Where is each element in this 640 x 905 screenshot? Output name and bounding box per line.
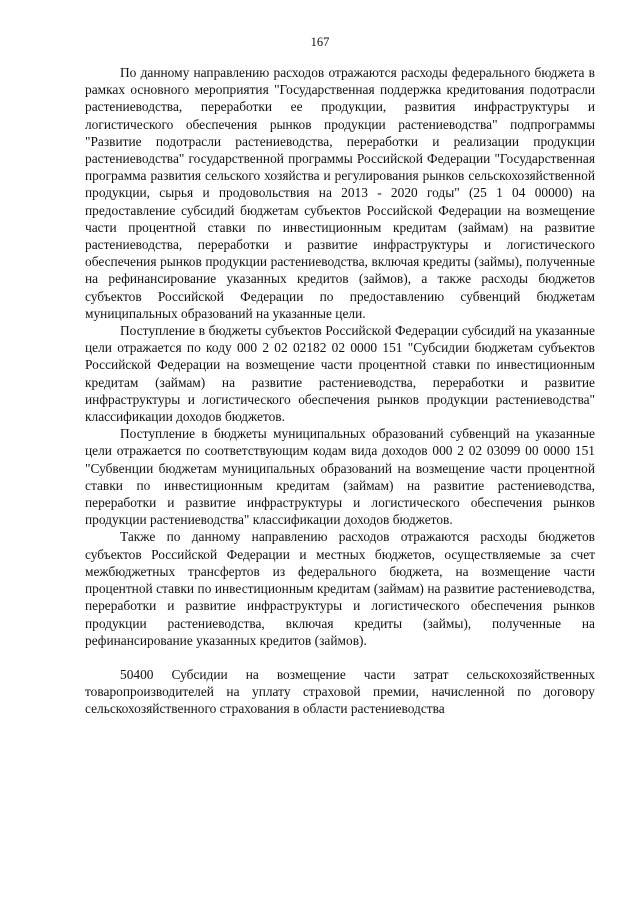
paragraph-federal-budget-expenses: По данному направлению расходов отражаются расходы федерального бюджета в рамках основного мероприятия "Государственная поддержка кредитования подотрасли растениеводства, переработки ее продукции, развития инфраструктуры и логистического обеспечения рынков продукции растениеводства" подпрограммы "Развитие подотрасли растениеводства, переработки и реализации продукции растениеводства" государственной программы Российской Федерации "Государственная программа развития сельского хозяйства и регулирования рынков сельскохозяйственной продукции, сырья и продовольствия на 2013 - 2020 годы" (25 1 04 00000) на предоставление субсидий бюджетам субъектов Российской Федерации на возмещение части процентной ставки по инвестиционным кредитам (займам) на развитие растениеводства, переработки и развитие инфраструктуры и логистического обеспечения рынков продукции растениеводства, включая кредиты (займы), полученные на рефинансирование указанных кредитов (займов), а также расходы бюджетов субъектов Российской Федерации по предоставлению субвенций бюджетам муниципальных образований на указанные цели. (85, 65, 595, 321)
page-number: 167 (310, 35, 330, 49)
document-body (85, 64, 595, 718)
paragraph-subsidies-receipt: Поступление в бюджеты субъектов Российской Федерации субсидий на указанные цели отражается по коду 000 2 02 02182 02 0000 151 "Субсидии бюджетам субъектов Российской Федерации на возмещение части процентной ставки по инвестиционным кредитам (займам) на развитие растениеводства, переработки и развитие инфраструктуры и логистического обеспечения рынков продукции растениеводства" классификации доходов бюджетов. (85, 323, 595, 425)
section-heading-50400: 50400 Субсидии на возмещение части затрат сельскохозяйственных товаропроизводителей на уплату страховой премии, начисленной по договору сельскохозяйственного страхования в области растениеводства (85, 666, 595, 717)
paragraph-regional-local-expenses: Также по данному направлению расходов отражаются расходы бюджетов субъектов Российской Федерации и местных бюджетов, осуществляемые за счет межбюджетных трансфертов из федерального бюджета, на возмещение части процентной ставки по инвестиционным кредитам (займам) на развитие растениеводства, переработки и развитие инфраструктуры и логистического обеспечения рынков продукции растениеводства, включая кредиты (займы), полученные на рефинансирование указанных кредитов (займов). (85, 529, 595, 648)
paragraph-subventions-receipt: Поступление в бюджеты муниципальных образований субвенций на указанные цели отражается по соответствующим кодам вида доходов 000 2 02 03099 00 0000 151 "Субвенции бюджетам муниципальных образований на возмещение части процентной ставки по инвестиционным кредитам (займам) на развитие растениеводства, переработки и развитие инфраструктуры и логистического обеспечения рынков продукции растениеводства" классификации доходов бюджетов. (85, 426, 595, 528)
